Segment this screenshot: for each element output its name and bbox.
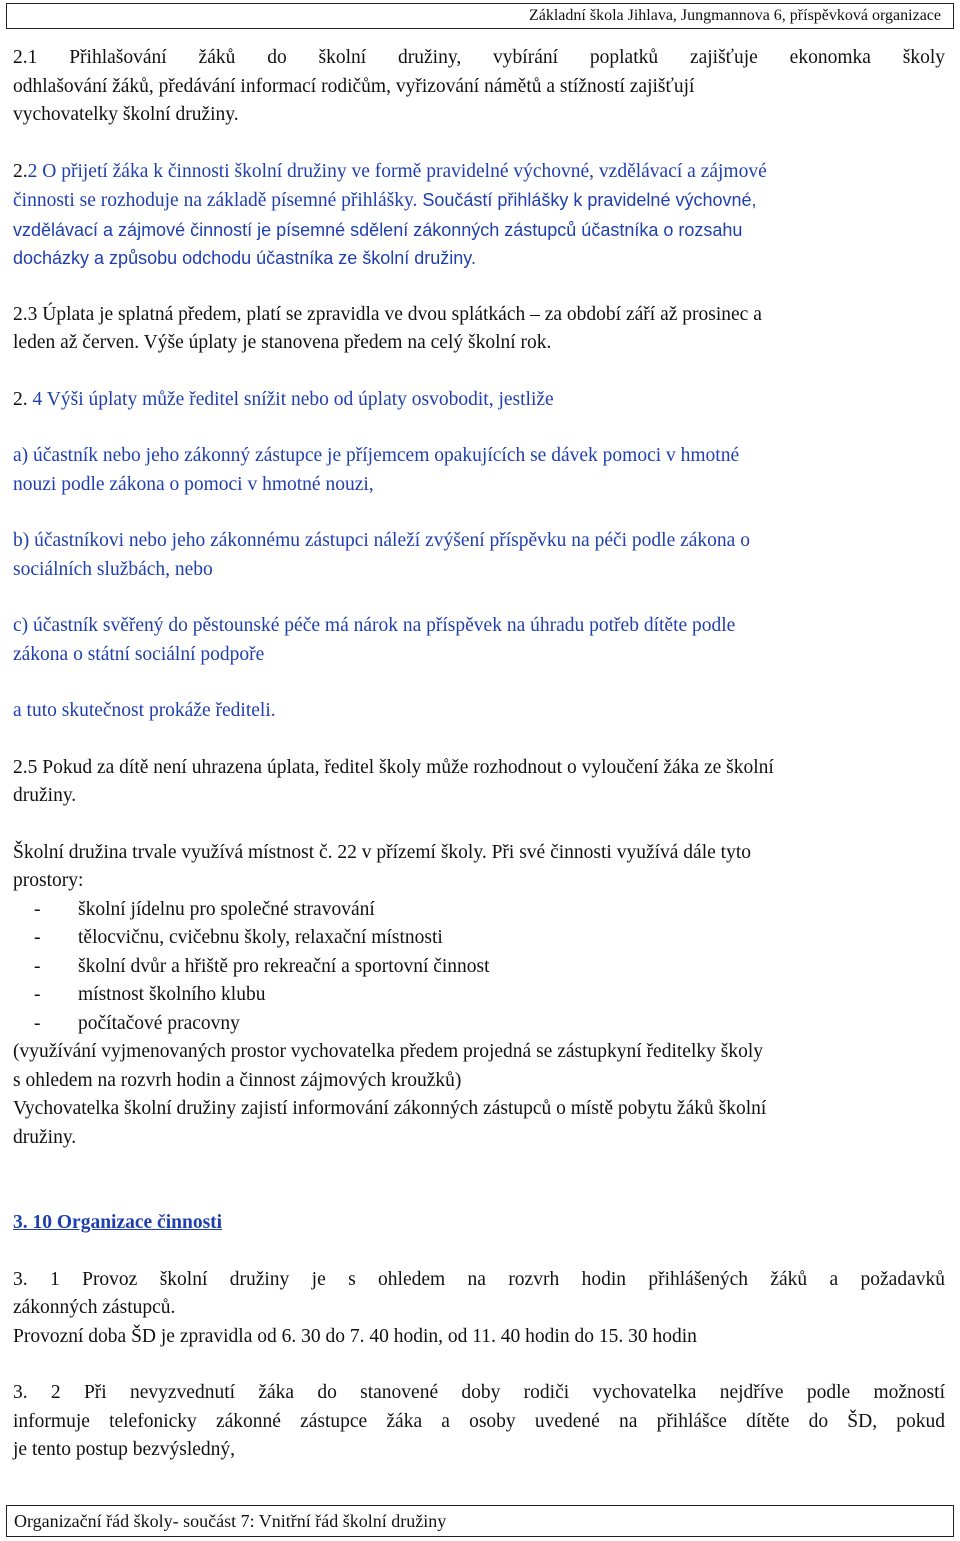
rooms-list: [13, 896, 945, 1039]
list-item: - tělocvičnu, cvičebnu školy, relaxační místnosti: [34, 927, 443, 948]
list-item: - školní jídelnu pro společné stravování: [34, 898, 375, 920]
page-header: Základní škola Jihlava, Jungmannova 6, příspěvková organizace: [6, 3, 954, 29]
paragraph-2-4: 2. 4 Výši úplaty může ředitel snížit nebo od úplaty osvobodit, jestliže: [13, 388, 554, 410]
paragraph-3-2: 3. 2 Při nevyzvednutí žáka do stanovené doby rodiči vychovatelka nejdříve podle možností informuje telefonicky zákonné zástupce žáka a osoby uvedené na přihlášce dítěte do ŠD, pokud je tento postup bezvýsledný,: [13, 1382, 945, 1460]
condition-proof: a tuto skutečnost prokáže řediteli.: [13, 700, 276, 721]
paragraph-2-2: 2.2 O přijetí žáka k činnosti školní družiny ve formě pravidelné výchovné, vzdělávací a zájmové činnosti se rozhoduje na základě písemné přihlášky. Součástí přihlášky k pravidelné výchovné, vzdělávací a zájmové činností je písemné sdělení zákonných zástupců účastníka o rozsahu docházky a způsobu odchodu účastníka ze školní družiny.: [13, 160, 767, 268]
page-footer: Organizační řád školy- součást 7: Vnitřní řád školní družiny: [6, 1505, 954, 1537]
paragraph-2-1: 2.1 Přihlašování žáků do školní družiny, vybírání poplatků zajišťuje ekonomka školy odhlašování žáků, předávání informací rodičům, vyřizování námětů a stížností zajišťují vychovatelky školní družiny.: [13, 47, 945, 125]
rooms-note: (využívání vyjmenovaných prostor vychovatelka předem projedná se zástupkyní ředitelky školy s ohledem na rozvrh hodin a činnost zájmových kroužků) Vychovatelka školní družiny zajistí informování zákonných zástupců o místě pobytu žáků školní družiny.: [13, 1041, 767, 1148]
rooms-intro: Školní družina trvale využívá místnost č. 22 v přízemí školy. Při své činnosti využívá dále tyto prostory:: [13, 841, 751, 891]
condition-c: c) účastník svěřený do pěstounské péče má nárok na příspěvek na úhradu potřeb dítěte podle zákona o státní sociální podpoře: [13, 615, 736, 665]
condition-a: a) účastník nebo jeho zákonný zástupce je příjemcem opakujících se dávek pomoci v hmotné nouzi podle zákona o pomoci v hmotné nouzi,: [13, 445, 740, 495]
section-heading: 3. 10 Organizace činnosti: [13, 1212, 223, 1233]
paragraph-2-5: 2.5 Pokud za dítě není uhrazena úplata, ředitel školy může rozhodnout o vyloučení žáka ze školní družiny.: [13, 756, 774, 806]
paragraph-2-3: 2.3 Úplata je splatná předem, platí se zpravidla ve dvou splátkách – za období září až prosinec a leden až červen. Výše úplaty je stanovena předem na celý školní rok.: [13, 303, 762, 353]
condition-b: b) účastníkovi nebo jeho zákonnému zástupci náleží zvýšení příspěvku na péči podle zákona o sociálních službách, nebo: [13, 530, 750, 580]
list-item: - počítačové pracovny: [34, 1012, 240, 1034]
list-item: - školní dvůr a hřiště pro rekreační a sportovní činnost: [34, 955, 490, 977]
list-item: - místnost školního klubu: [34, 984, 266, 1005]
document-body: [13, 44, 945, 1465]
paragraph-3-1: 3. 1 Provoz školní družiny je s ohledem na rozvrh hodin přihlášených žáků a požadavků zákonných zástupců. Provozní doba ŠD je zpravidla od 6. 30 do 7. 40 hodin, od 11. 40 hodin do 15. 30 hodin: [13, 1268, 945, 1347]
